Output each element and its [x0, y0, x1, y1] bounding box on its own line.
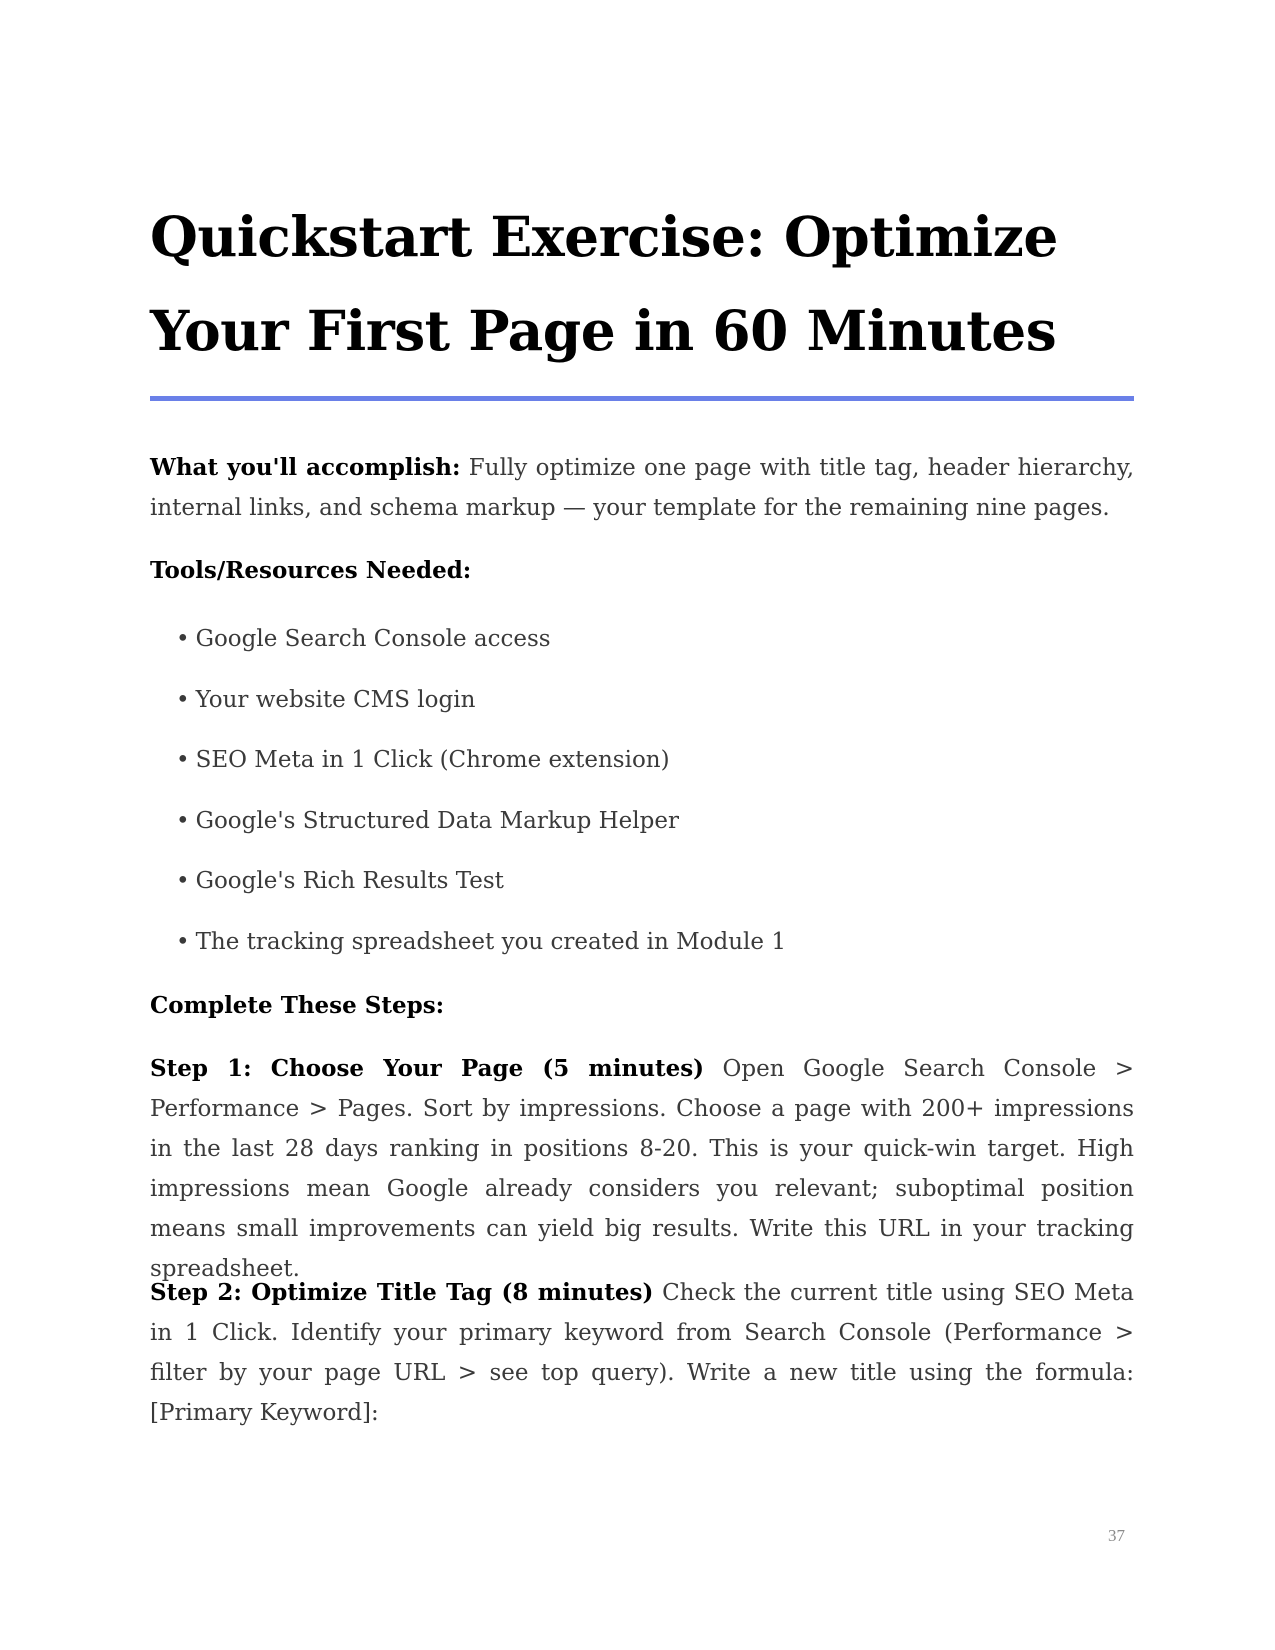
list-item	[176, 740, 786, 801]
step-2-label: Step 2: Optimize Title Tag (8 minutes)	[150, 1279, 654, 1306]
bullet-icon: •	[176, 686, 190, 713]
list-item	[176, 680, 786, 741]
tools-list	[176, 619, 786, 982]
list-item	[176, 619, 786, 680]
bullet-icon: •	[176, 807, 190, 834]
title-divider	[150, 396, 1134, 401]
page-number: 37	[1108, 1526, 1125, 1545]
tools-heading: Tools/Resources Needed:	[150, 557, 472, 584]
bullet-icon: •	[176, 747, 190, 773]
step-1-text: Open Google Search Console > Performance > Pages. Sort by impressions. Choose a page with 200+ impressions in the last 28 days ranking in positions 8-20. This is your quick-win target. High impressions mean Google already considers you relevant; suboptimal position means small improvements can yield big results. Write this URL in your tracking spreadsheet.	[150, 1056, 1135, 1282]
bullet-icon: •	[176, 928, 190, 955]
list-item	[176, 861, 786, 922]
step-2-text: Check the current title using SEO Meta in 1 Click. Identify your primary keyword from Search Console (Performance > filter by your page URL > see top query). Write a new title using the formula: [Primary Keyword]:	[150, 1280, 1134, 1426]
list-item	[176, 922, 786, 983]
step-2-paragraph	[150, 1273, 1134, 1433]
accomplish-paragraph	[150, 448, 1134, 528]
list-item-text: The tracking spreadsheet you created in Module 1	[195, 928, 786, 955]
list-item-text: Google's Rich Results Test	[195, 868, 504, 894]
list-item-text: Your website CMS login	[195, 686, 476, 713]
step-1-label: Step 1: Choose Your Page (5 minutes)	[150, 1055, 705, 1082]
steps-heading: Complete These Steps:	[150, 992, 445, 1019]
bullet-icon: •	[176, 626, 190, 652]
step-1-paragraph	[150, 1049, 1134, 1289]
accomplish-text: Fully optimize one page with title tag, header hierarchy, internal links, and schema markup — your template for the remaining nine pages.	[150, 455, 1135, 521]
accomplish-label: What you'll accomplish:	[150, 454, 461, 481]
bullet-icon: •	[176, 868, 190, 894]
list-item-text: Google Search Console access	[195, 626, 551, 652]
list-item	[176, 801, 786, 862]
page-title: Quickstart Exercise: Optimize Your First Page in 60 Minutes	[150, 204, 1058, 363]
list-item-text: Google's Structured Data Markup Helper	[195, 807, 679, 834]
list-item-text: SEO Meta in 1 Click (Chrome extension)	[195, 747, 670, 773]
